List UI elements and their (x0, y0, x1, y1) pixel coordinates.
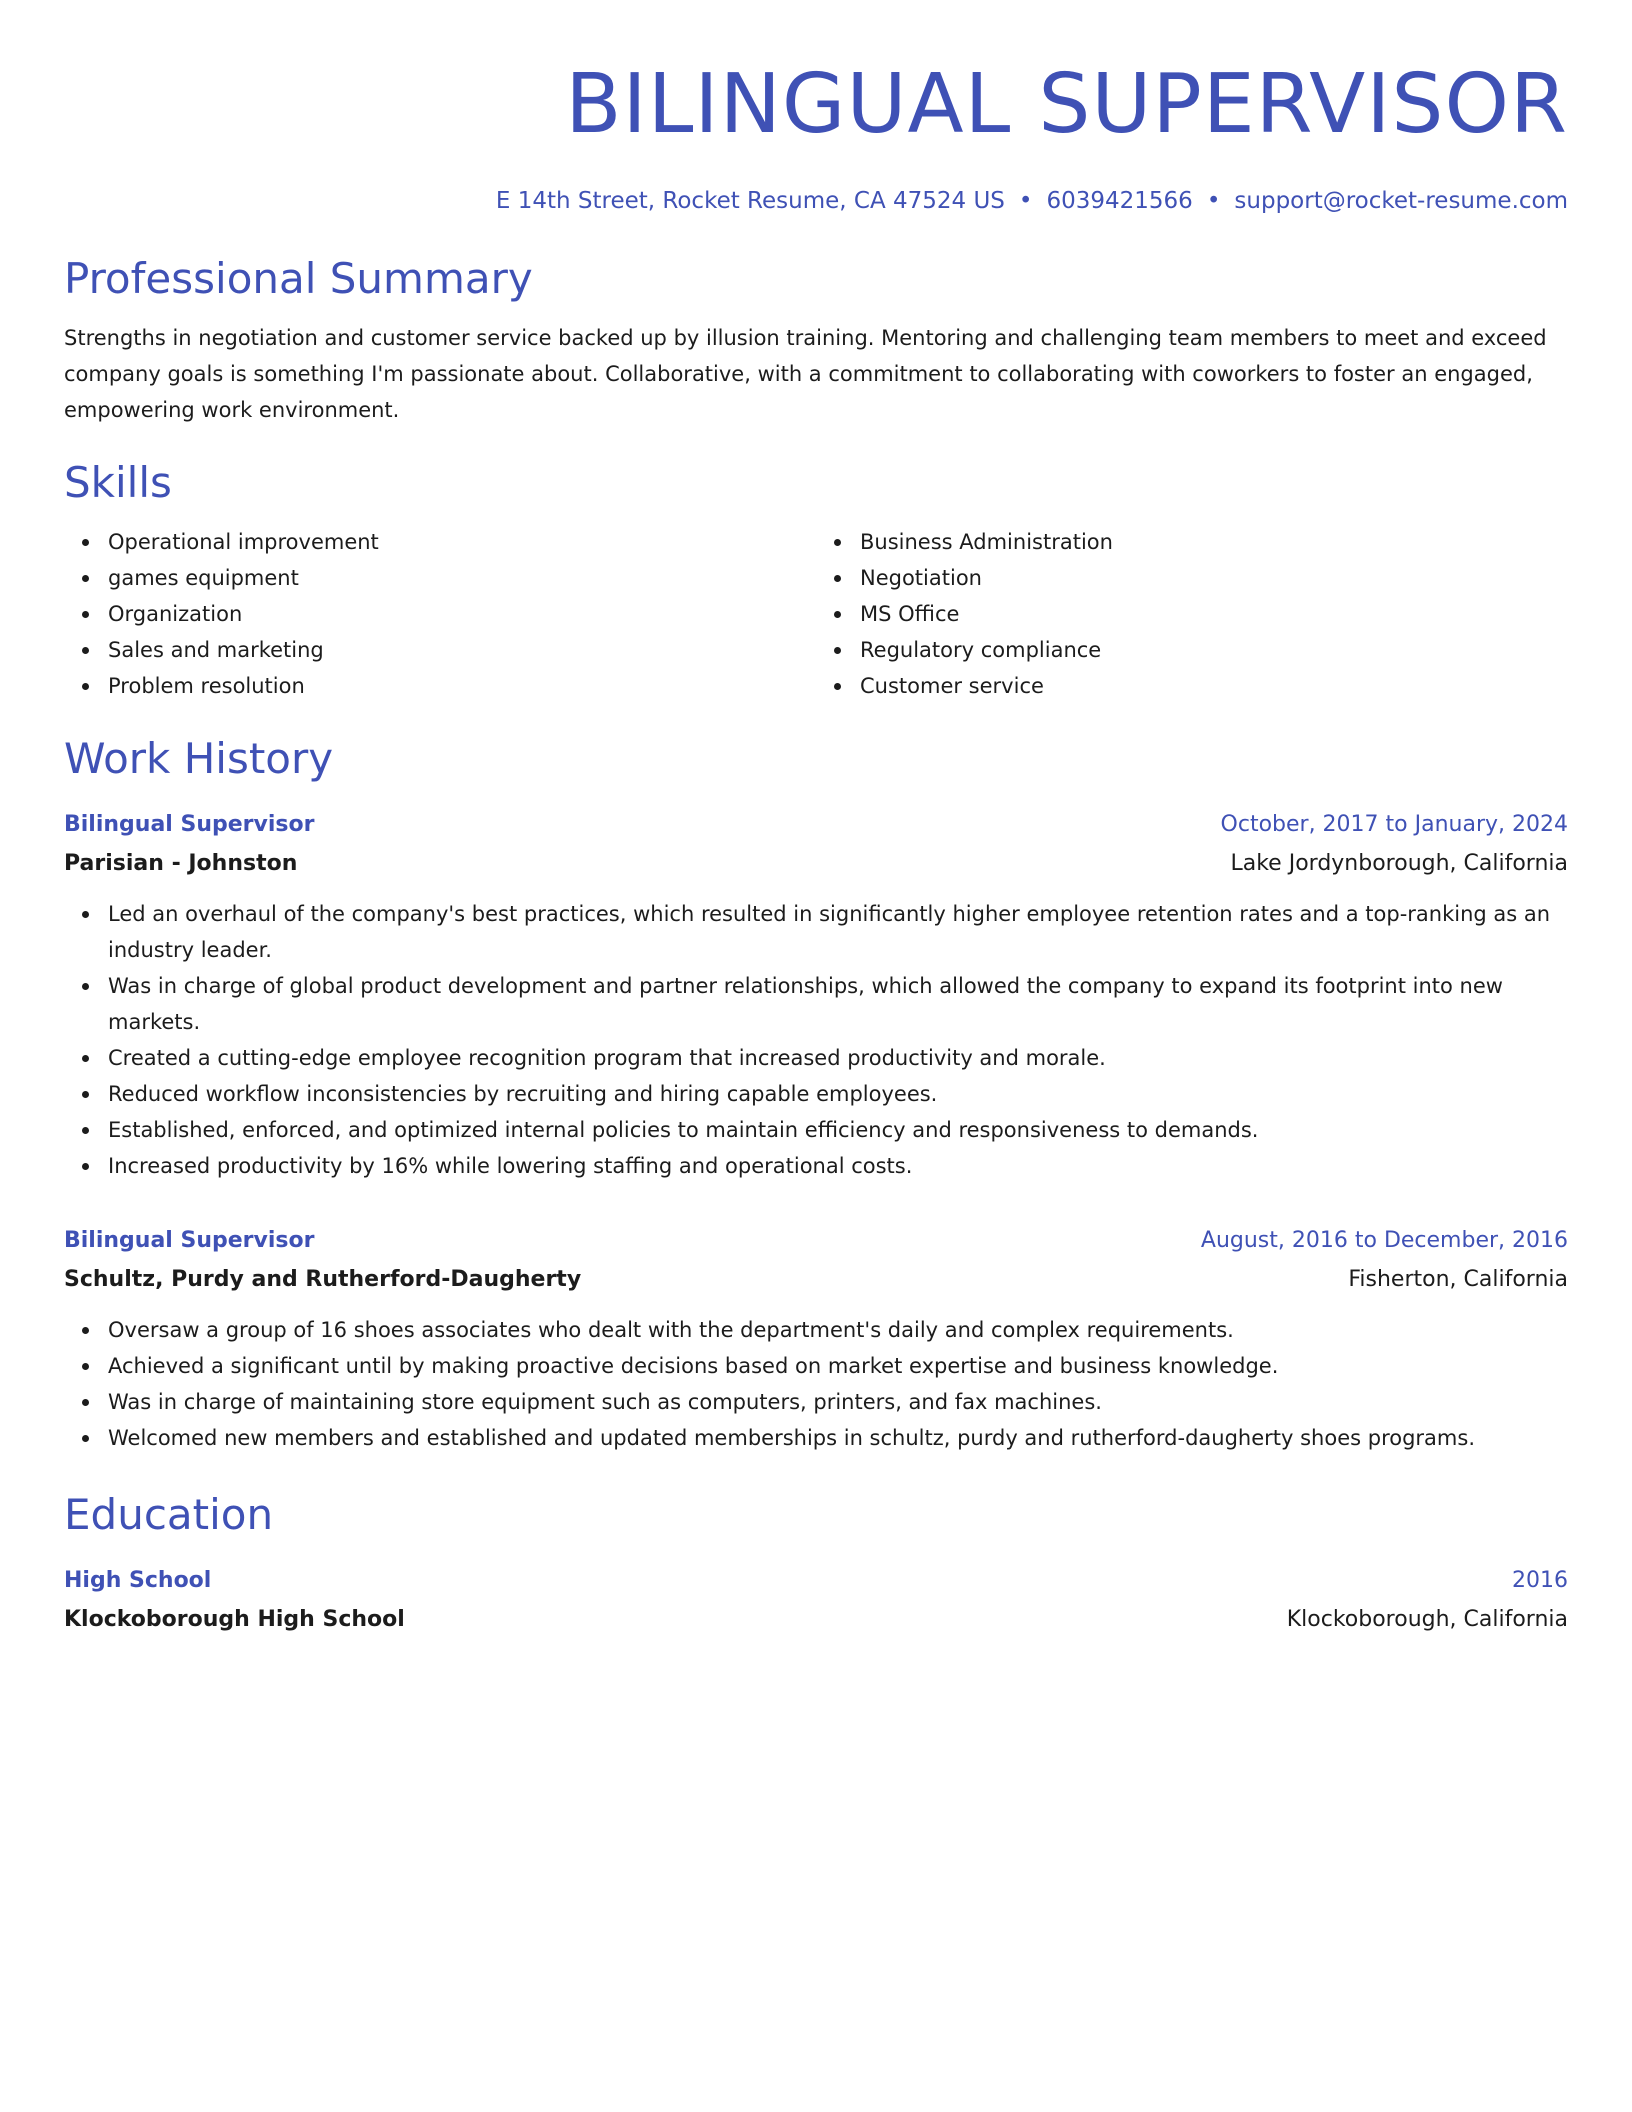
job-company-row (64, 844, 1568, 884)
job-bullet: Was in charge of global product development and partner relationships, which allowed the company to expand its footprint into new markets. (108, 968, 1568, 1040)
skills-right-column (816, 524, 1568, 704)
job-bullets (64, 896, 1568, 1184)
skills-grid (64, 524, 1568, 704)
skill-item: Sales and marketing (108, 632, 816, 668)
job-title: Bilingual Supervisor (64, 812, 315, 837)
phone: 6039421566 (1046, 188, 1193, 214)
job-header-row (64, 1222, 1568, 1260)
job-bullet: Reduced workflow inconsistencies by recruiting and hiring capable employees. (108, 1076, 1568, 1112)
skills-heading: Skills (64, 458, 172, 507)
education-heading: Education (64, 1490, 274, 1539)
email-link[interactable]: support@rocket-resume.com (1234, 188, 1568, 214)
address: E 14th Street, Rocket Resume, CA 47524 US (495, 188, 1005, 214)
contact-line (64, 186, 1568, 216)
skill-item: Operational improvement (108, 524, 816, 560)
skill-item: Business Administration (860, 524, 1568, 560)
skill-item: Problem resolution (108, 668, 816, 704)
job-location: Lake Jordynborough, California (1230, 851, 1568, 876)
job-bullet: Welcomed new members and established and updated memberships in schultz, purdy and rutherford-daugherty shoes programs. (108, 1420, 1568, 1456)
job-dates: October, 2017 to January, 2024 (1220, 812, 1568, 837)
job-title: Bilingual Supervisor (64, 1228, 315, 1253)
education-year: 2016 (1512, 1568, 1568, 1593)
skill-item: Customer service (860, 668, 1568, 704)
work-history-heading: Work History (64, 734, 334, 783)
job-location: Fisherton, California (1348, 1267, 1568, 1292)
job-bullet: Led an overhaul of the company's best practices, which resulted in significantly higher employee retention rates and a top-ranking as an industry leader. (108, 896, 1568, 968)
job-entry-1 (64, 806, 1568, 1184)
job-bullet: Established, enforced, and optimized internal policies to maintain efficiency and responsiveness to demands. (108, 1112, 1568, 1148)
skill-item: games equipment (108, 560, 816, 596)
job-bullet: Was in charge of maintaining store equipment such as computers, printers, and fax machines. (108, 1384, 1568, 1420)
school-location: Klockoborough, California (1286, 1607, 1568, 1632)
job-entry-2 (64, 1222, 1568, 1456)
education-school-row (64, 1600, 1568, 1640)
school-name: Klockoborough High School (64, 1607, 405, 1632)
job-dates: August, 2016 to December, 2016 (1200, 1228, 1568, 1253)
summary-text: Strengths in negotiation and customer service backed up by illusion training. Mentoring and challenging team members to meet and exceed company goals is something I'm passionate about. Collaborative, with a commitment to collaborating with coworkers to foster an engaged, empowering work environment. (64, 326, 1547, 422)
job-bullet: Increased productivity by 16% while lowering staffing and operational costs. (108, 1148, 1568, 1184)
education-header-row (64, 1562, 1568, 1600)
job-bullet: Achieved a significant until by making proactive decisions based on market expertise and business knowledge. (108, 1348, 1568, 1384)
skill-item: Organization (108, 596, 816, 632)
degree: High School (64, 1568, 212, 1593)
company-name: Schultz, Purdy and Rutherford-Daugherty (64, 1267, 582, 1292)
job-bullets (64, 1312, 1568, 1456)
skills-left-column (64, 524, 816, 704)
skill-item: MS Office (860, 596, 1568, 632)
separator-2: • (1206, 188, 1221, 214)
job-company-row (64, 1260, 1568, 1300)
skill-item: Negotiation (860, 560, 1568, 596)
job-header-row (64, 806, 1568, 844)
education-entry (64, 1562, 1568, 1640)
candidate-name: BILINGUAL SUPERVISOR (565, 57, 1568, 152)
separator-1: • (1018, 188, 1033, 214)
job-bullet: Created a cutting-edge employee recognition program that increased productivity and morale. (108, 1040, 1568, 1076)
summary-heading: Professional Summary (64, 254, 533, 303)
company-name: Parisian - Johnston (64, 851, 298, 876)
job-bullet: Oversaw a group of 16 shoes associates who dealt with the department's daily and complex requirements. (108, 1312, 1568, 1348)
skill-item: Regulatory compliance (860, 632, 1568, 668)
